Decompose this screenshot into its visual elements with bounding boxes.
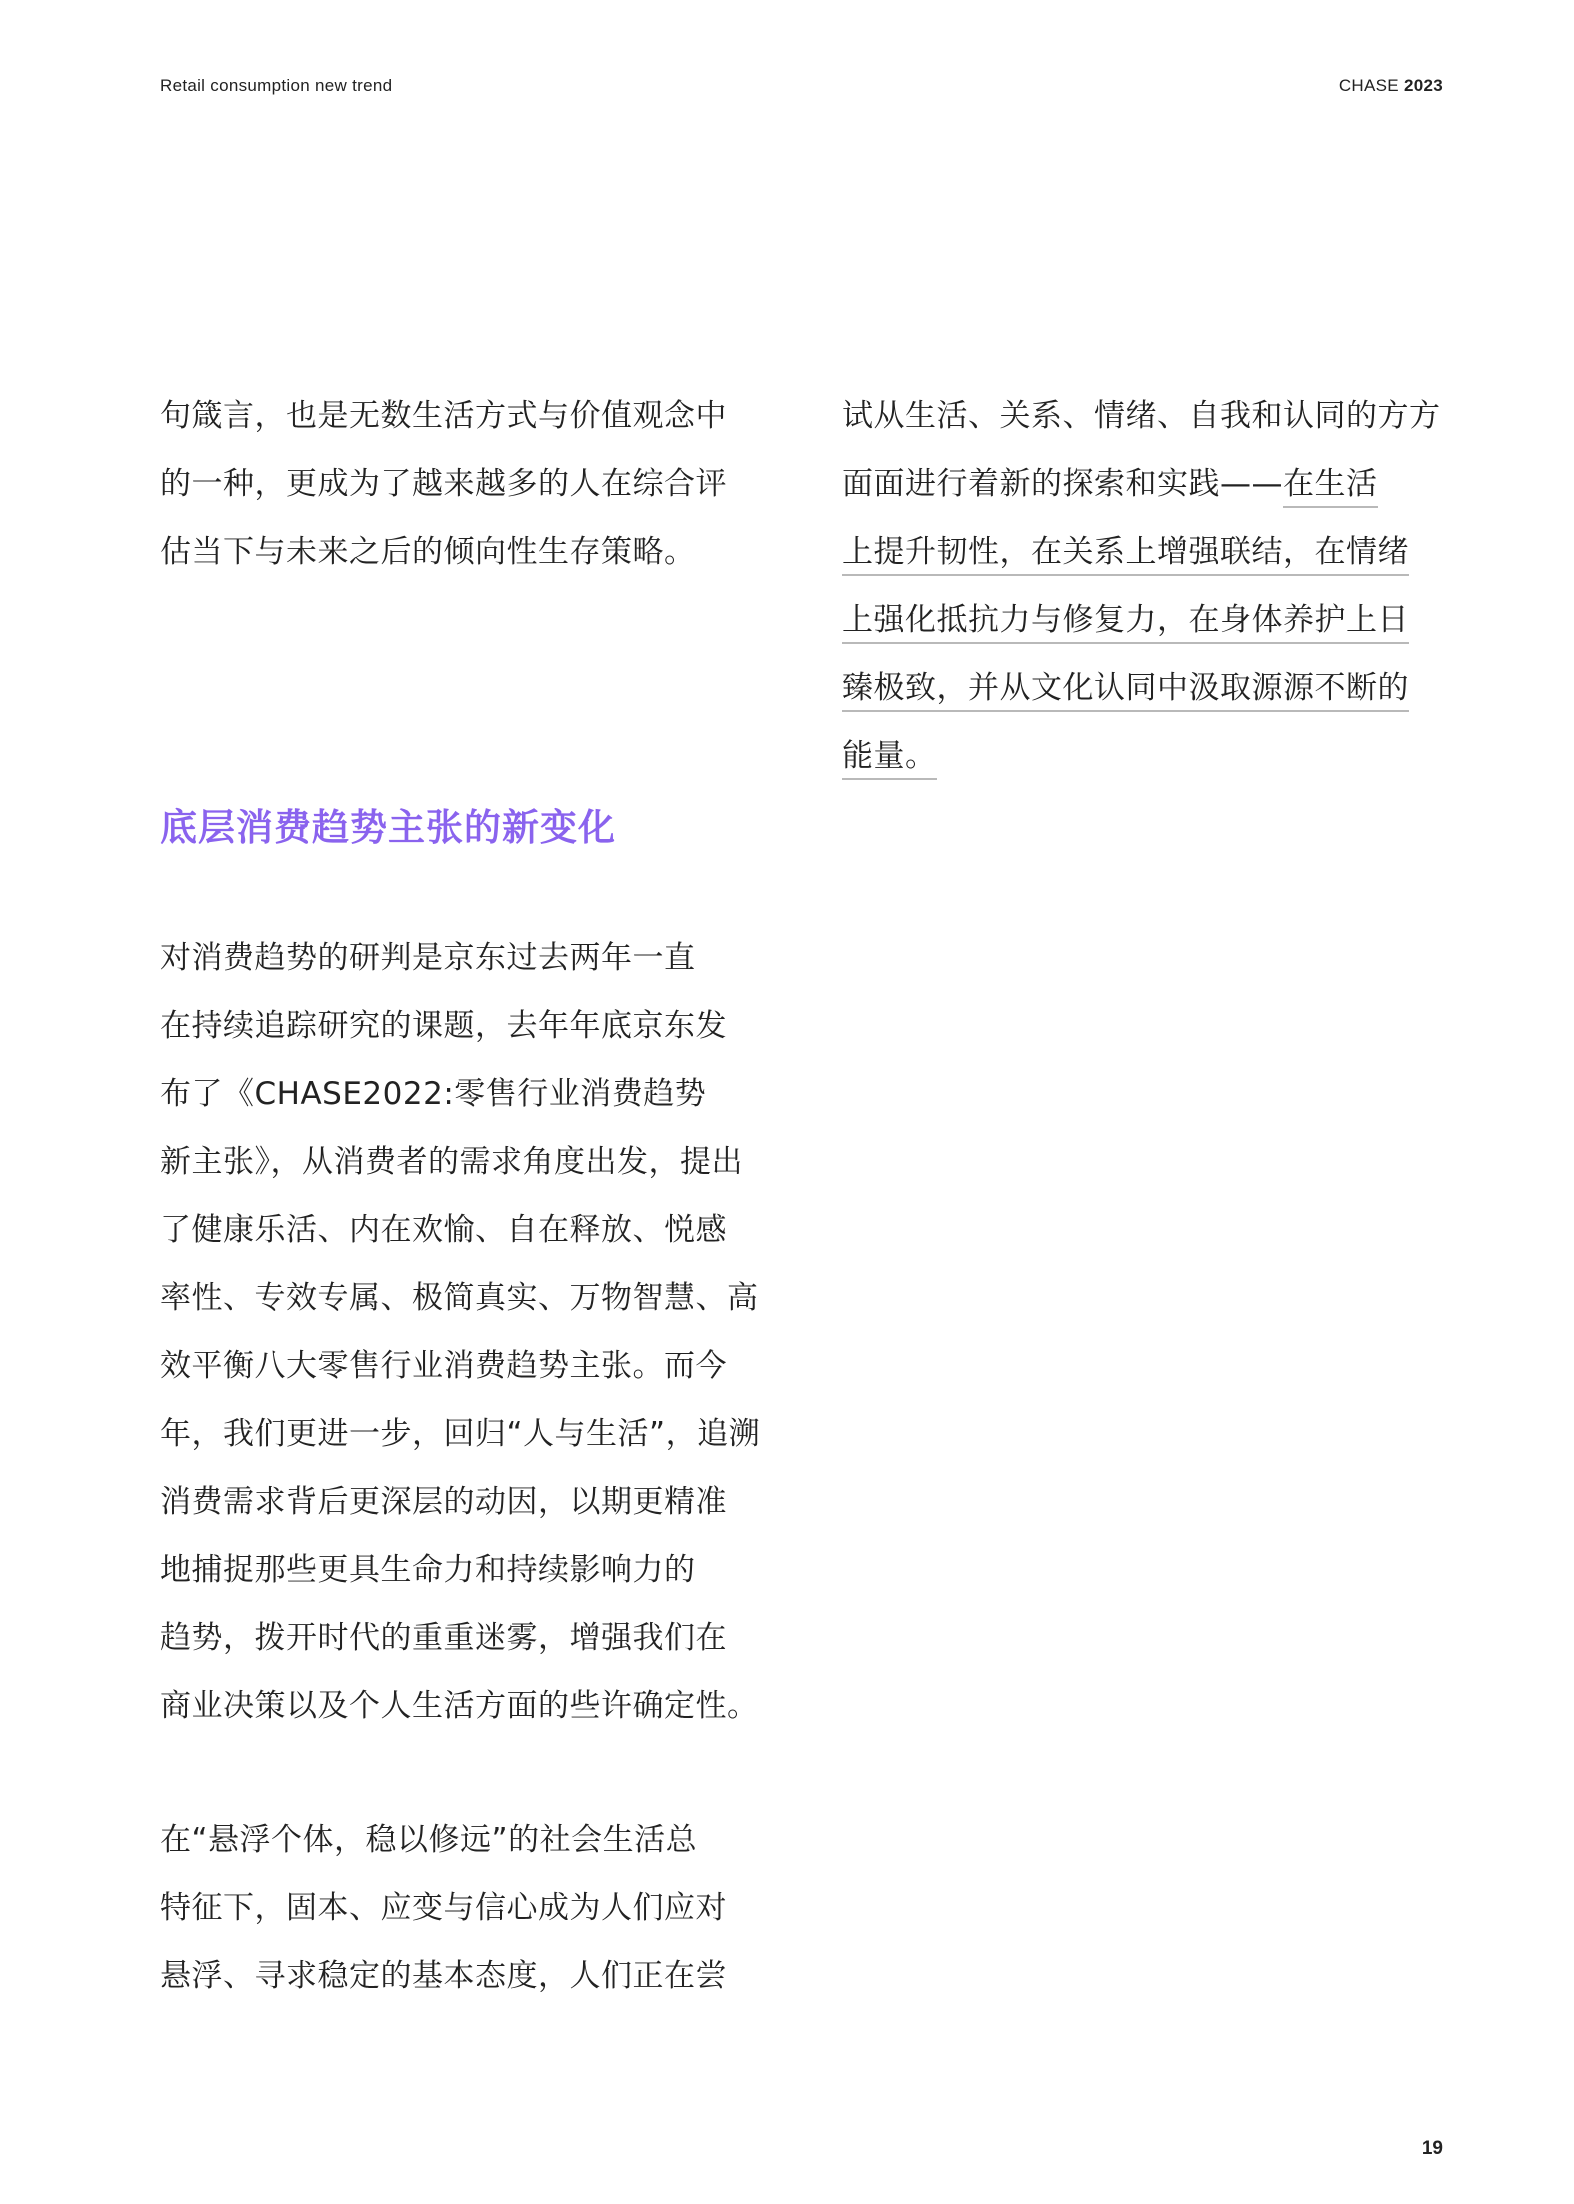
text-line: 的一种，更成为了越来越多的人在综合评 <box>160 466 727 502</box>
header-brand: CHASE <box>1338 76 1399 95</box>
text-line: 句箴言，也是无数生活方式与价值观念中 <box>160 398 727 434</box>
text-line: 悬浮、寻求稳定的基本态度，人们正在尝 <box>160 1958 727 1994</box>
paragraph <box>842 382 1442 790</box>
text-line: 年，我们更进一步，回归“人与生活”，追溯 <box>160 1416 761 1452</box>
text-line: 消费需求背后更深层的动因，以期更精准 <box>160 1484 727 1520</box>
text-line: 商业决策以及个人生活方面的些许确定性。 <box>160 1688 759 1724</box>
text-line: 效平衡八大零售行业消费趋势主张。而今 <box>160 1348 727 1384</box>
text-line <box>842 518 1442 586</box>
text-line <box>842 722 1442 790</box>
text-line <box>842 586 1442 654</box>
page-number: 19 <box>1421 2138 1443 2159</box>
text-line: 地捕捉那些更具生命力和持续影响力的 <box>160 1552 696 1588</box>
text-line <box>842 654 1442 722</box>
text-line: 布了《CHASE2022:零售行业消费趋势 <box>160 1076 707 1112</box>
text-line: 率性、专效专属、极简真实、万物智慧、高 <box>160 1280 759 1316</box>
text-line: 估当下与未来之后的倾向性生存策略。 <box>160 534 696 570</box>
text-fragment: 面面进行着新的探索和实践—— <box>842 466 1283 502</box>
highlighted-text: 臻极致，并从文化认同中汲取源源不断的 <box>842 670 1409 712</box>
left-column-paragraph-2 <box>160 924 760 1740</box>
left-column-paragraph-1 <box>160 382 760 586</box>
text-line: 新主张》，从消费者的需求角度出发，提出 <box>160 1144 743 1180</box>
paragraph <box>160 924 760 1740</box>
text-line: 试从生活、关系、情绪、自我和认同的方方 <box>842 398 1441 434</box>
text-line <box>842 450 1442 518</box>
header-year: 2023 <box>1403 76 1443 95</box>
section-heading: 底层消费趋势主张的新变化 <box>160 806 616 849</box>
paragraph <box>160 382 760 586</box>
running-header-left: Retail consumption new trend <box>160 76 393 95</box>
highlighted-text: 上强化抵抗力与修复力，在身体养护上日 <box>842 602 1409 644</box>
text-line: 趋势，拨开时代的重重迷雾，增强我们在 <box>160 1620 727 1656</box>
text-line: 在“悬浮个体，稳以修远”的社会生活总 <box>160 1822 698 1858</box>
highlighted-text: 能量。 <box>842 738 937 780</box>
highlighted-text: 上提升韧性，在关系上增强联结，在情绪 <box>842 534 1409 576</box>
highlighted-text: 在生活 <box>1283 466 1378 508</box>
text-line: 了健康乐活、内在欢愉、自在释放、悦感 <box>160 1212 727 1248</box>
left-column-paragraph-3 <box>160 1806 760 2010</box>
right-column-paragraph <box>842 382 1442 790</box>
running-header-right <box>1339 76 1443 96</box>
paragraph <box>160 1806 760 2010</box>
text-line: 在持续追踪研究的课题，去年年底京东发 <box>160 1008 727 1044</box>
text-line: 对消费趋势的研判是京东过去两年一直 <box>160 940 696 976</box>
text-line: 特征下，固本、应变与信心成为人们应对 <box>160 1890 727 1926</box>
